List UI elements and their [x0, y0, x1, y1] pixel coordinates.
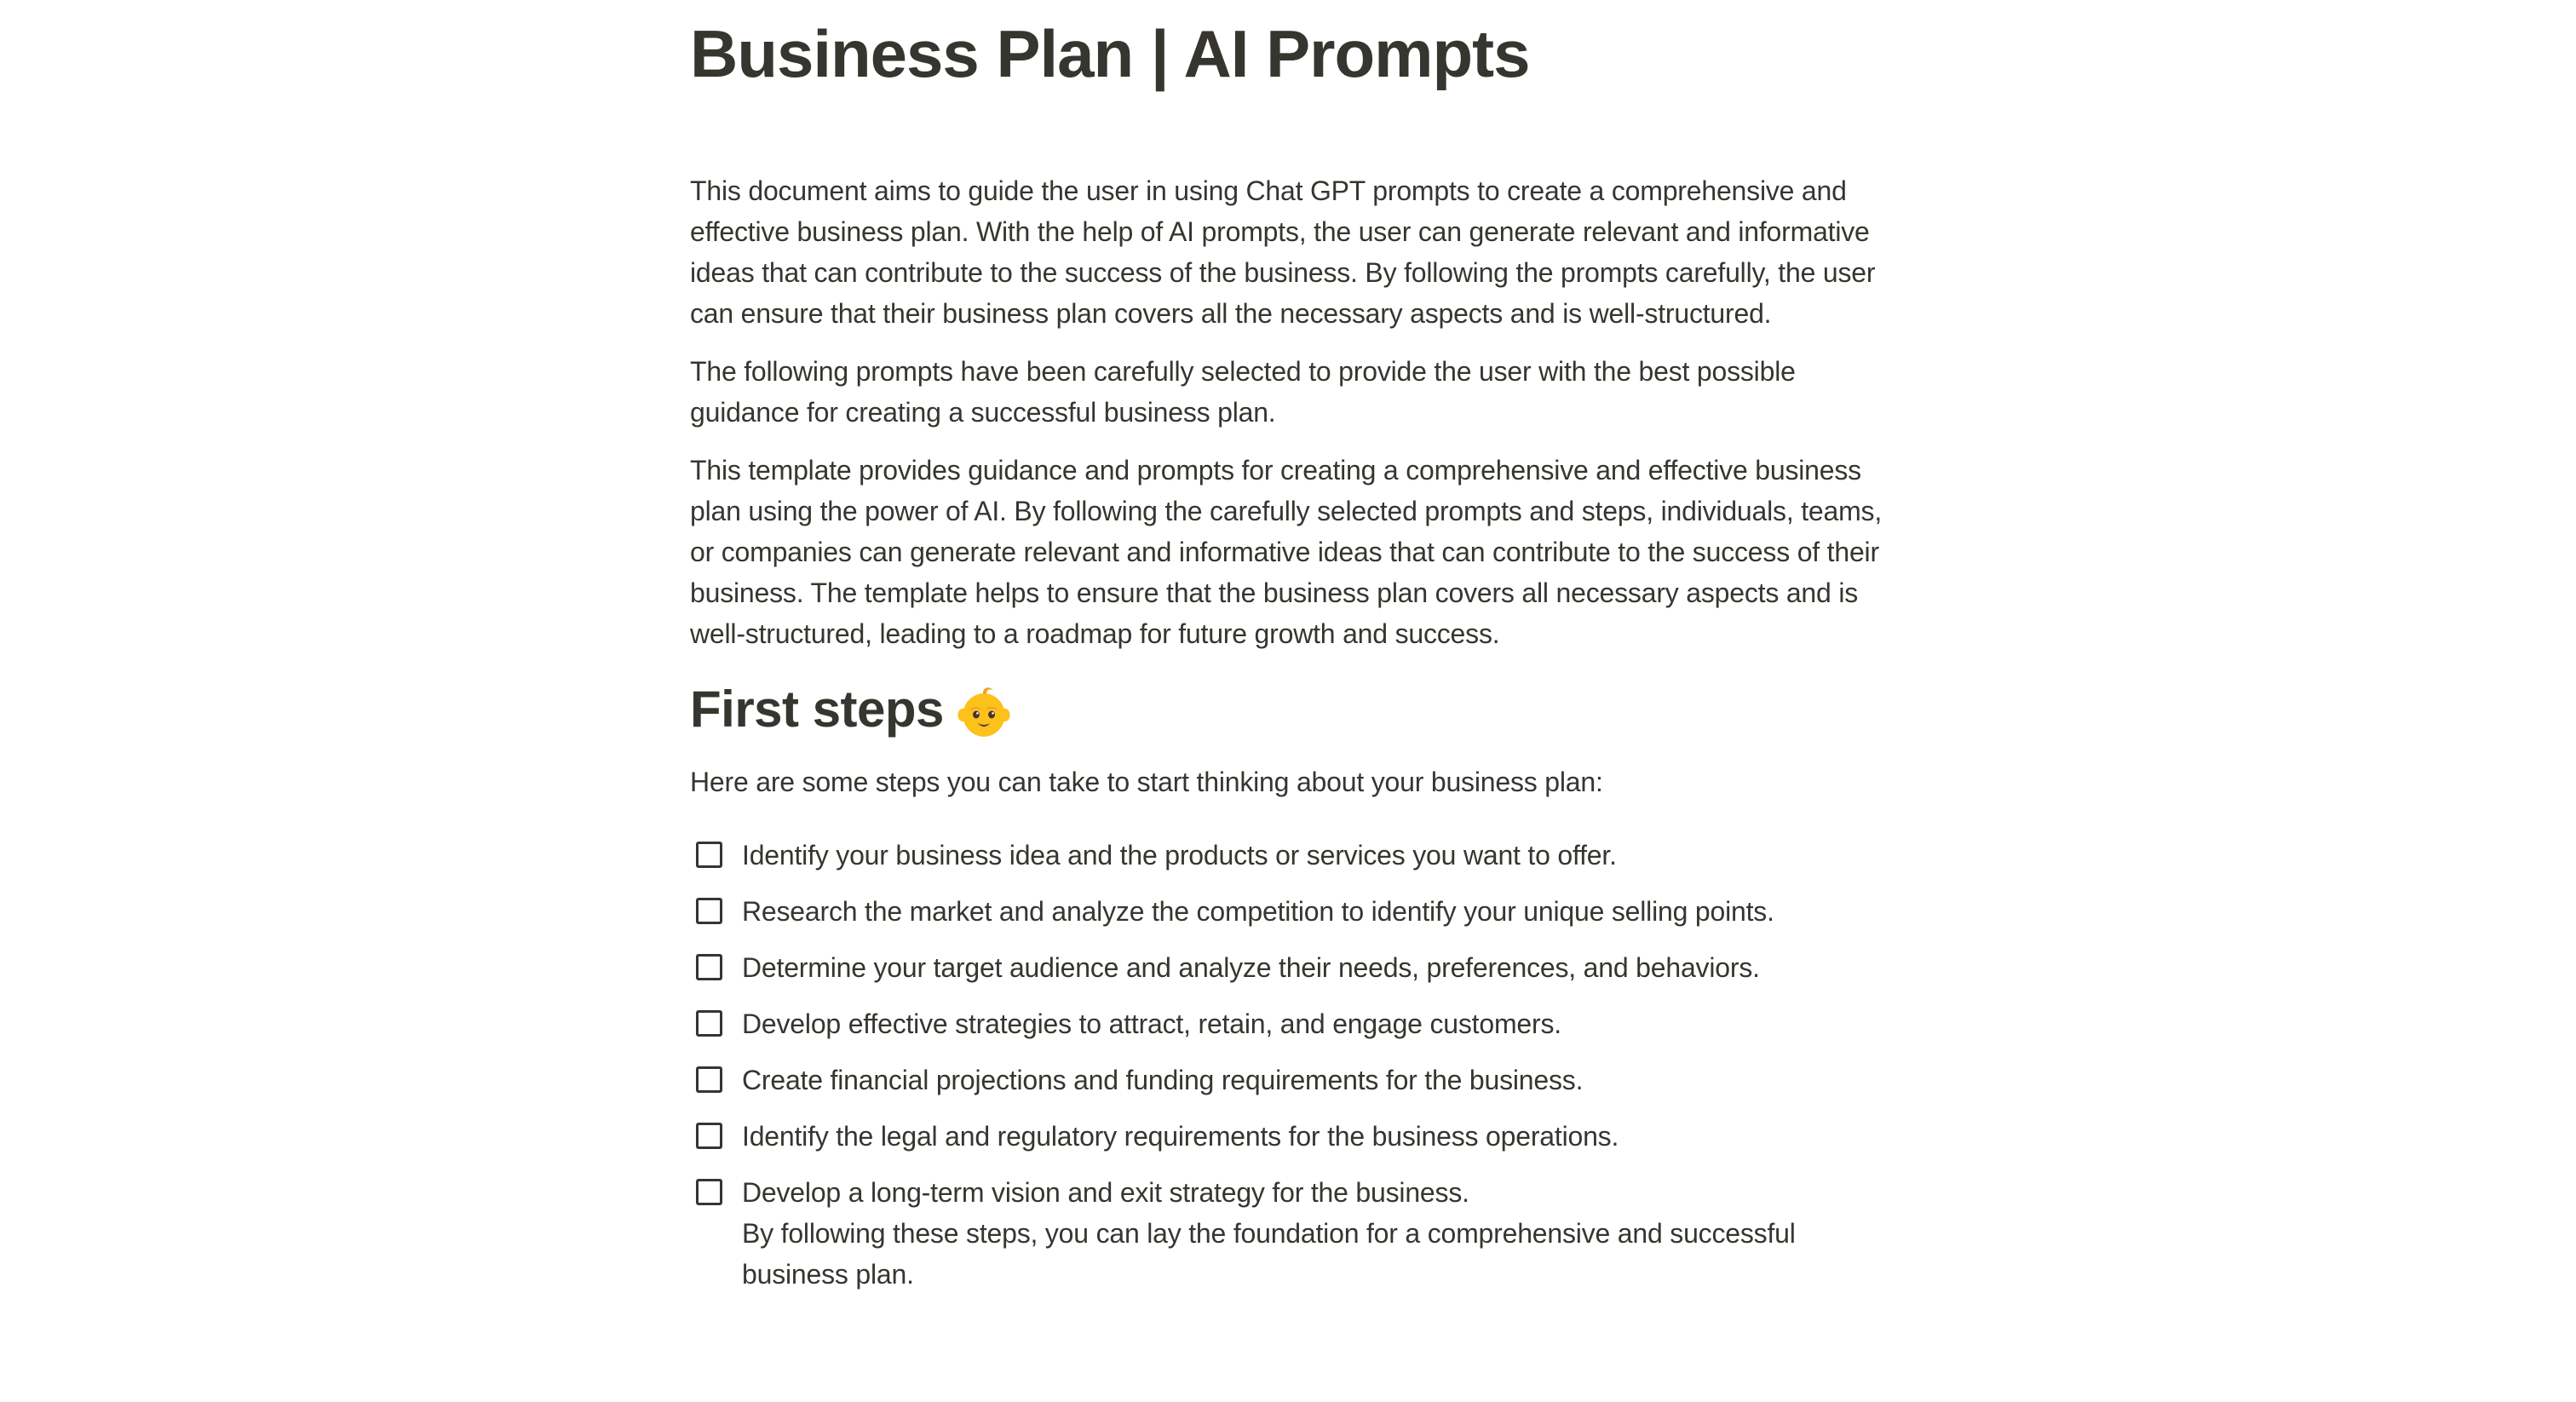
section-heading-first-steps [690, 676, 1883, 743]
todo-label: Create financial projections and funding requirements for the business. [742, 1065, 1584, 1095]
baby-emoji-icon [957, 686, 1010, 738]
todo-list [690, 835, 1883, 1295]
todo-checkbox[interactable] [696, 1123, 722, 1149]
todo-label: Develop effective strategies to attract, retain, and engage customers. [742, 1008, 1561, 1039]
todo-item [690, 891, 1883, 932]
todo-checkbox[interactable] [696, 1066, 722, 1093]
todo-item [690, 1172, 1883, 1295]
section-heading-text: First steps [690, 681, 944, 738]
todo-item [690, 1003, 1883, 1044]
todo-closing-note: By following these steps, you can lay the foundation for a comprehensive and successful business plan. [742, 1218, 1796, 1290]
todo-label: Determine your target audience and analyze their needs, preferences, and behaviors. [742, 952, 1760, 983]
todo-checkbox[interactable] [696, 954, 722, 980]
todo-item [690, 1116, 1883, 1157]
todo-label: Identify the legal and regulatory requirements for the business operations. [742, 1121, 1619, 1152]
intro-paragraph-1: This document aims to guide the user in using Chat GPT prompts to create a comprehensive and effective business plan. With the help of AI prompts, the user can generate relevant and informative ideas that can contribute to the success of the business. By following the prompts carefully, the user can ensure that their business plan covers all the necessary aspects and is well-structured. [690, 175, 1876, 329]
intro-paragraph-2: The following prompts have been carefully selected to provide the user with the best possible guidance for creating a successful business plan. [690, 356, 1796, 428]
todo-label: Identify your business idea and the products or services you want to offer. [742, 840, 1617, 871]
todo-checkbox[interactable] [696, 898, 722, 924]
todo-checkbox[interactable] [696, 1010, 722, 1037]
document-page [690, 0, 1883, 1295]
todo-checkbox[interactable] [696, 842, 722, 868]
todo-label: Research the market and analyze the competition to identify your unique selling points. [742, 896, 1774, 927]
todo-label: Develop a long-term vision and exit strategy for the business. [742, 1177, 1469, 1208]
page-title: Business Plan | AI Prompts [690, 16, 1530, 91]
todo-item [690, 835, 1883, 876]
intro-paragraph-3: This template provides guidance and prompts for creating a comprehensive and effective business plan using the power of AI. By following the carefully selected prompts and steps, individuals, teams, or companies can generate relevant and informative ideas that can contribute to the success of their business. The template helps to ensure that the business plan covers all necessary aspects and is well-structured, leading to a roadmap for future growth and success. [690, 455, 1883, 649]
section-intro: Here are some steps you can take to start thinking about your business plan: [690, 767, 1603, 797]
todo-item [690, 1060, 1883, 1100]
todo-item [690, 947, 1883, 988]
todo-checkbox[interactable] [696, 1179, 722, 1205]
